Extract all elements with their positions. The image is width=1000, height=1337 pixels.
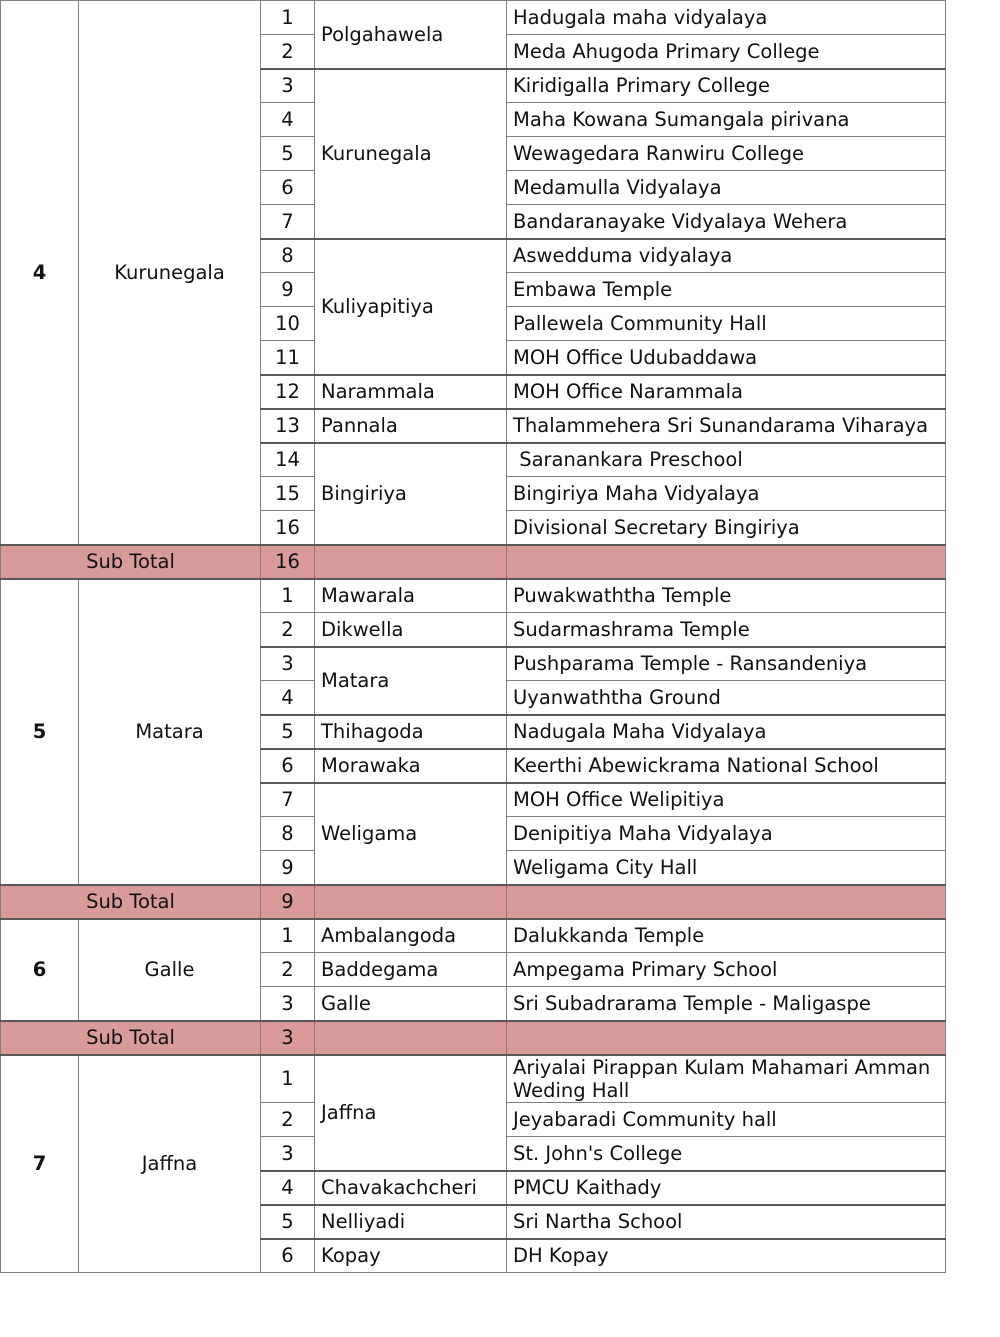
subtotal-row	[1, 885, 946, 919]
divisional-area-cell: Nelliyadi	[315, 1205, 507, 1239]
location-index-cell: 5	[261, 137, 315, 171]
divisional-area-cell: Pannala	[315, 409, 507, 443]
location-index-cell: 3	[261, 987, 315, 1021]
venue-name-cell: Sudarmashrama Temple	[507, 613, 946, 647]
divisional-area-cell: Morawaka	[315, 749, 507, 783]
location-index-cell: 1	[261, 1055, 315, 1103]
subtotal-blank-division-cell	[315, 545, 507, 579]
venue-name-cell: Nadugala Maha Vidyalaya	[507, 715, 946, 749]
divisional-area-cell: Baddegama	[315, 953, 507, 987]
location-index-cell: 7	[261, 205, 315, 239]
venue-name-cell: Weligama City Hall	[507, 851, 946, 885]
district-name-cell: Kurunegala	[79, 1, 261, 545]
venue-name-cell: MOH Office Udubaddawa	[507, 341, 946, 375]
venue-name-cell: Pallewela Community Hall	[507, 307, 946, 341]
divisional-area-cell: Matara	[315, 647, 507, 715]
location-index-cell: 1	[261, 919, 315, 953]
location-index-cell: 11	[261, 341, 315, 375]
location-index-cell: 6	[261, 1239, 315, 1273]
subtotal-count-cell: 16	[261, 545, 315, 579]
venue-name-cell: Maha Kowana Sumangala pirivana	[507, 103, 946, 137]
divisional-area-cell: Bingiriya	[315, 443, 507, 545]
district-number-cell: 6	[1, 919, 79, 1021]
subtotal-row	[1, 1021, 946, 1055]
subtotal-blank-division-cell	[315, 1021, 507, 1055]
divisional-area-cell: Dikwella	[315, 613, 507, 647]
venue-name-cell: Pushparama Temple - Ransandeniya	[507, 647, 946, 681]
location-index-cell: 4	[261, 1171, 315, 1205]
venue-name-cell: Denipitiya Maha Vidyalaya	[507, 817, 946, 851]
venue-name-cell: Puwakwaththa Temple	[507, 579, 946, 613]
subtotal-count-cell: 9	[261, 885, 315, 919]
location-index-cell: 5	[261, 1205, 315, 1239]
subtotal-row	[1, 545, 946, 579]
district-number-cell: 4	[1, 1, 79, 545]
venue-name-cell: Dalukkanda Temple	[507, 919, 946, 953]
subtotal-label-cell: Sub Total	[1, 1021, 261, 1055]
location-index-cell: 14	[261, 443, 315, 477]
table-row	[1, 579, 946, 613]
divisional-area-cell: Narammala	[315, 375, 507, 409]
location-index-cell: 4	[261, 103, 315, 137]
venue-name-cell: Hadugala maha vidyalaya	[507, 1, 946, 35]
divisional-area-cell: Kopay	[315, 1239, 507, 1273]
venue-name-cell: Bandaranayake Vidyalaya Wehera	[507, 205, 946, 239]
venue-name-cell: Medamulla Vidyalaya	[507, 171, 946, 205]
venue-name-cell: Meda Ahugoda Primary College	[507, 35, 946, 69]
venue-name-cell: Divisional Secretary Bingiriya	[507, 511, 946, 545]
venue-name-cell: MOH Office Narammala	[507, 375, 946, 409]
subtotal-label-cell: Sub Total	[1, 545, 261, 579]
district-number-cell: 7	[1, 1055, 79, 1273]
table-row	[1, 919, 946, 953]
district-name-cell: Galle	[79, 919, 261, 1021]
subtotal-blank-division-cell	[315, 885, 507, 919]
location-index-cell: 9	[261, 273, 315, 307]
venue-name-cell: Uyanwaththa Ground	[507, 681, 946, 715]
venue-name-cell: Sri Subadrarama Temple - Maligaspe	[507, 987, 946, 1021]
location-index-cell: 1	[261, 1, 315, 35]
divisional-area-cell: Kurunegala	[315, 69, 507, 239]
divisional-area-cell: Galle	[315, 987, 507, 1021]
venue-name-cell: PMCU Kaithady	[507, 1171, 946, 1205]
location-index-cell: 13	[261, 409, 315, 443]
location-index-cell: 15	[261, 477, 315, 511]
district-number-cell: 5	[1, 579, 79, 885]
location-index-cell: 2	[261, 613, 315, 647]
location-index-cell: 8	[261, 239, 315, 273]
venue-name-cell: Ampegama Primary School	[507, 953, 946, 987]
subtotal-blank-venue-cell	[507, 545, 946, 579]
venue-name-cell: Bingiriya Maha Vidyalaya	[507, 477, 946, 511]
table-row	[1, 1055, 946, 1103]
location-index-cell: 9	[261, 851, 315, 885]
divisional-area-cell: Kuliyapitiya	[315, 239, 507, 375]
subtotal-blank-venue-cell	[507, 885, 946, 919]
divisional-area-cell: Jaffna	[315, 1055, 507, 1171]
venue-name-cell: Wewagedara Ranwiru College	[507, 137, 946, 171]
divisional-area-cell: Thihagoda	[315, 715, 507, 749]
divisional-area-cell: Chavakachcheri	[315, 1171, 507, 1205]
location-index-cell: 10	[261, 307, 315, 341]
location-index-cell: 12	[261, 375, 315, 409]
venue-name-cell: Aswedduma vidyalaya	[507, 239, 946, 273]
venue-name-cell: Kiridigalla Primary College	[507, 69, 946, 103]
location-index-cell: 16	[261, 511, 315, 545]
district-name-cell: Jaffna	[79, 1055, 261, 1273]
venue-name-cell: Jeyabaradi Community hall	[507, 1103, 946, 1137]
venue-name-cell: Embawa Temple	[507, 273, 946, 307]
subtotal-count-cell: 3	[261, 1021, 315, 1055]
venue-name-cell: DH Kopay	[507, 1239, 946, 1273]
subtotal-label-cell: Sub Total	[1, 885, 261, 919]
location-index-cell: 5	[261, 715, 315, 749]
venue-name-cell: Ariyalai Pirappan Kulam Mahamari Amman Weding Hall	[507, 1055, 946, 1103]
location-index-cell: 3	[261, 69, 315, 103]
location-index-cell: 6	[261, 171, 315, 205]
location-index-cell: 6	[261, 749, 315, 783]
venue-name-cell: Keerthi Abewickrama National School	[507, 749, 946, 783]
location-index-cell: 4	[261, 681, 315, 715]
venue-name-cell: MOH Office Welipitiya	[507, 783, 946, 817]
divisional-area-cell: Weligama	[315, 783, 507, 885]
location-index-cell: 3	[261, 647, 315, 681]
venue-name-cell: St. John's College	[507, 1137, 946, 1171]
location-index-cell: 2	[261, 953, 315, 987]
location-index-cell: 2	[261, 1103, 315, 1137]
location-index-cell: 2	[261, 35, 315, 69]
subtotal-blank-venue-cell	[507, 1021, 946, 1055]
venue-name-cell: Saranankara Preschool	[507, 443, 946, 477]
venue-name-cell: Sri Nartha School	[507, 1205, 946, 1239]
venue-name-cell: Thalammehera Sri Sunandarama Viharaya	[507, 409, 946, 443]
divisional-area-cell: Polgahawela	[315, 1, 507, 69]
table-body	[1, 1, 946, 1273]
divisional-area-cell: Mawarala	[315, 579, 507, 613]
location-index-cell: 3	[261, 1137, 315, 1171]
location-index-cell: 8	[261, 817, 315, 851]
table-row	[1, 1, 946, 35]
district-name-cell: Matara	[79, 579, 261, 885]
divisional-area-cell: Ambalangoda	[315, 919, 507, 953]
location-index-cell: 1	[261, 579, 315, 613]
location-index-cell: 7	[261, 783, 315, 817]
